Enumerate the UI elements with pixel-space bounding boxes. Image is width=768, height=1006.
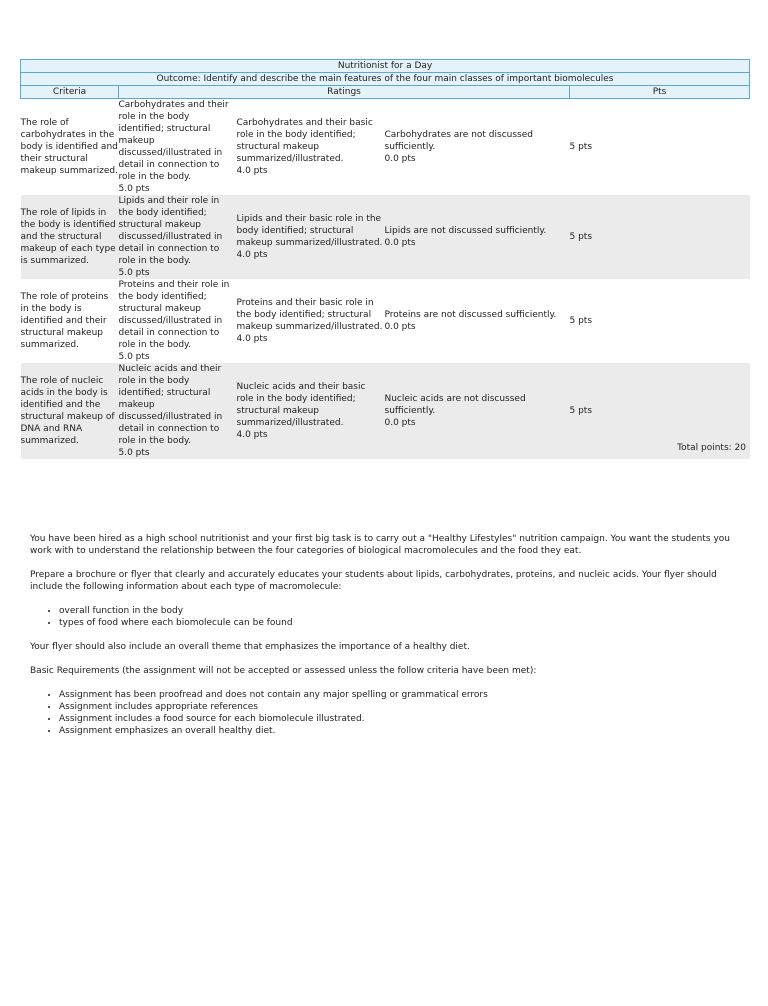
rubric-table: [20, 59, 750, 459]
pts-cell: 5 pts: [570, 195, 750, 279]
rubric-row: [21, 279, 750, 363]
rating-points: 5.0 pts: [118, 448, 150, 458]
rating-none: [385, 279, 570, 363]
rating-partial: [237, 195, 385, 279]
rating-partial: [237, 279, 385, 363]
prepare-paragraph: Prepare a brochure or flyer that clearly and accurately educates your students about lipids, carbohydrates, proteins, and nucleic acids. Your flyer should include the following information about each type of macromolecule:: [30, 570, 717, 592]
basic-requirements-heading: Basic Requirements (the assignment will not be accepted or assessed unless the follow criteria have been met):: [30, 666, 537, 676]
rating-description: Lipids and their basic role in the body identified; structural makeup summarized/illustrated.: [236, 214, 383, 248]
rating-partial: [237, 99, 385, 196]
rubric-header-row: [21, 86, 750, 99]
total-points: Total points: 20: [677, 443, 746, 453]
rating-points: 0.0 pts: [384, 154, 416, 164]
rating-description: Nucleic acids and their basic role in the body identified; structural makeup summarized/illustrated.: [236, 382, 366, 428]
rating-description: Proteins are not discussed sufficiently.: [384, 310, 557, 320]
rating-points: 4.0 pts: [236, 250, 268, 260]
rubric-row: [21, 363, 750, 459]
rating-description: Carbohydrates and their role in the body identified; structural makeup discussed/illustrated in detail in connection to role in the body.: [118, 100, 229, 182]
rating-points: 5.0 pts: [118, 184, 150, 194]
rating-points: 0.0 pts: [384, 322, 416, 332]
rating-points: 5.0 pts: [118, 268, 150, 278]
rating-none: [385, 363, 570, 459]
rating-description: Nucleic acids and their role in the body identified; structural makeup discussed/illustrated in detail in connection to role in the body.: [118, 364, 223, 446]
theme-paragraph: Your flyer should also include an overall theme that emphasizes the importance of a healthy diet.: [30, 642, 470, 652]
rubric-outcome-row: [21, 73, 750, 86]
rating-description: Carbohydrates and their basic role in the body identified; structural makeup summarized/illustrated.: [236, 118, 373, 164]
rating-points: 4.0 pts: [236, 166, 268, 176]
pts-cell: 5 pts: [569, 142, 593, 152]
criteria-cell: The role of lipids in the body is identified and the structural makeup of each type is summarized.: [21, 195, 119, 279]
pts-header: Pts: [570, 86, 750, 99]
assignment-description: [30, 533, 746, 749]
rating-description: Lipids and their role in the body identified; structural makeup discussed/illustrated in detail in connection to role in the body.: [118, 196, 223, 266]
rating-description: Lipids are not discussed sufficiently.: [384, 226, 547, 236]
list-item: • Assignment emphasizes an overall healthy diet.: [59, 725, 746, 737]
requirements-list: [30, 689, 746, 737]
rating-description: Carbohydrates are not discussed sufficiently.: [384, 130, 533, 152]
list-item: • Assignment has been proofread and does not contain any major spelling or grammatical errors: [59, 689, 746, 701]
rubric-outcome: Outcome: Identify and describe the main features of the four main classes of important biomolecules: [21, 73, 750, 86]
rating-full: [119, 195, 237, 279]
rating-full: [119, 99, 237, 196]
rating-none: [385, 99, 570, 196]
rating-partial: [237, 363, 385, 459]
criteria-cell: The role of carbohydrates in the body is identified and their structural makeup summarized.: [20, 118, 118, 176]
rubric-title: Nutritionist for a Day: [21, 60, 750, 73]
info-list: [30, 605, 746, 629]
rating-points: 4.0 pts: [236, 430, 268, 440]
rating-full: [119, 279, 237, 363]
rating-points: 0.0 pts: [384, 238, 416, 248]
rating-full: [119, 363, 237, 459]
rubric-row: [21, 195, 750, 279]
criteria-cell: The role of proteins in the body is identified and their structural makeup summarized.: [20, 292, 109, 350]
rating-description: Proteins and their role in the body identified; structural makeup discussed/illustrated in detail in connection to role in the body.: [118, 280, 230, 350]
intro-paragraph: You have been hired as a high school nutritionist and your first big task is to carry out a "Healthy Lifestyles" nutrition campaign. You want the students you work with to understand the relationship between the four categories of biological macromolecules and the food they eat.: [30, 534, 731, 556]
ratings-header: Ratings: [119, 86, 570, 99]
list-item: • types of food where each biomolecule can be found: [59, 617, 746, 629]
list-item: • Assignment includes appropriate references: [59, 701, 746, 713]
rating-points: 4.0 pts: [236, 334, 268, 344]
rating-none: [385, 195, 570, 279]
rubric-title-row: [21, 60, 750, 73]
pts-cell: 5 pts: [570, 363, 750, 459]
rating-description: Nucleic acids are not discussed sufficiently.: [384, 394, 526, 416]
list-item: • overall function in the body: [59, 605, 746, 617]
rating-points: 0.0 pts: [384, 418, 416, 428]
pts-cell: 5 pts: [569, 316, 593, 326]
rating-description: Proteins and their basic role in the body identified; structural makeup summarized/illustrated.: [236, 298, 383, 332]
rating-points: 5.0 pts: [118, 352, 150, 362]
criteria-cell: The role of nucleic acids in the body is identified and the structural makeup of DNA and RNA summarized.: [21, 363, 119, 459]
criteria-header: Criteria: [21, 86, 119, 99]
list-item: • Assignment includes a food source for each biomolecule illustrated.: [59, 713, 746, 725]
rubric-row: [21, 99, 750, 196]
